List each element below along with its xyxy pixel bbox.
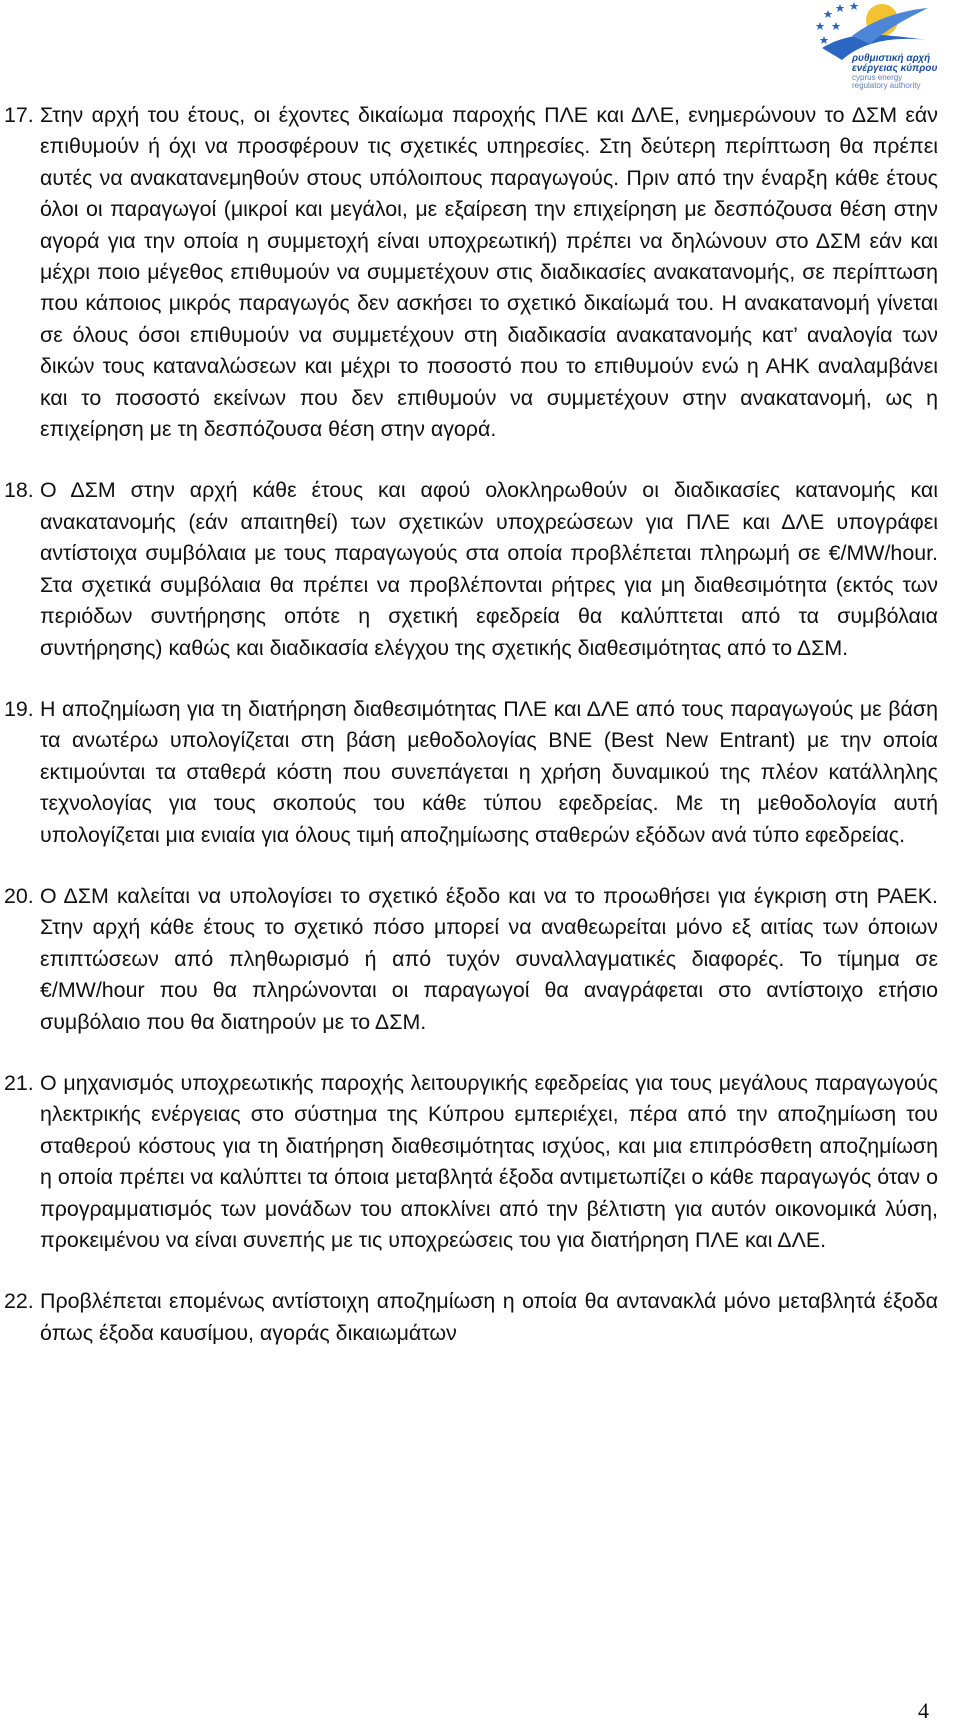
- paragraph-text: Ο ΔΣΜ καλείται να υπολογίσει το σχετικό έξοδο και να το προωθήσει για έγκριση στη ΡΑΕΚ. Στην αρχή κάθε έτους το σχετικό πόσο μπορεί να αναθεωρείται μόνο εξ αιτίας των όποιων επιπτώσεων από πληθωρισμό ή από τυχόν συναλλαγματικές διαφορές. Το τίμημα σε €/MW/hour που θα πληρώνονται οι παραγωγοί θα αναγράφεται στο αντίστοιχο ετήσιο συμβόλαιο που θα διατηρούν με το ΔΣΜ.: [40, 883, 938, 1034]
- paragraph-text: Ο μηχανισμός υποχρεωτικής παροχής λειτουργικής εφεδρείας για τους μεγάλους παραγωγούς ηλεκτρικής ενέργειας στο σύστημα της Κύπρου εμπεριέχει, πέρα από την αποζημίωση του σταθερού κόστους για τη διατήρηση διαθεσιμότητας ισχύος, και μια επιπρόσθετη αποζημίωση η οποία πρέπει να καλύπτει τα όποια μεταβλητά έξοδα αντιμετωπίζει ο κάθε παραγωγός όταν ο προγραμματισμός των μονάδων του αποκλίνει από την βέλτιστη για αυτόν οικονομικά λύση, προκειμένου να είναι συνεπής με τις υποχρεώσεις του για διατήρηση ΠΛΕ και ΔΛΕ.: [40, 1070, 938, 1252]
- numbered-paragraph-18: [4, 475, 938, 663]
- paragraph-text: Η αποζημίωση για τη διατήρηση διαθεσιμότητας ΠΛΕ και ΔΛΕ από τους παραγωγούς με βάση τα ανωτέρω υπολογίζεται στη βάση μεθοδολογίας BNE (Best New Entrant) με την οποία εκτιμούνται τα σταθερά κόστη που συνεπάγεται η χρήση δυναμικού της πλέον κατάλληλης τεχνολογίας για τους σκοπούς του κάθε τύπου εφεδρείας. Με τη μεθοδολογία αυτή υπολογίζεται μια ενιαία για όλους τιμή αποζημίωσης σταθερών εξόδων ανά τύπο εφεδρείας.: [40, 696, 938, 847]
- paragraph-text: Προβλέπεται επομένως αντίστοιχη αποζημίωση η οποία θα αντανακλά μόνο μεταβλητά έξοδα όπως έξοδα καυσίμου, αγοράς δικαιωμάτων: [40, 1289, 938, 1345]
- cera-logo-text: [852, 53, 938, 90]
- logo-line-2: ενέργειας κύπρου: [852, 63, 938, 74]
- logo-line-4: regulatory authority: [852, 81, 921, 90]
- numbered-paragraph-21: [4, 1068, 938, 1256]
- paragraph-number: 20.: [4, 883, 34, 908]
- numbered-paragraph-22: [4, 1286, 938, 1349]
- paragraph-number: 21.: [4, 1070, 34, 1095]
- numbered-paragraph-17: [4, 100, 938, 445]
- numbered-paragraph-19: [4, 694, 938, 851]
- paragraph-text: Στην αρχή του έτους, οι έχοντες δικαίωμα παροχής ΠΛΕ και ΔΛΕ, ενημερώνουν το ΔΣΜ εάν επιθυμούν ή όχι να προσφέρουν τις σχετικές υπηρεσίες. Στη δεύτερη περίπτωση θα πρέπει αυτές να ανακατανεμηθούν στους υπόλοιπους παραγωγούς. Πριν από την έναρξη κάθε έτους όλοι οι παραγωγοί (μικροί και μεγάλοι, με εξαίρεση την επιχείρηση με δεσπόζουσα θέση στην αγορά για την οποία η συμμετοχή είναι υποχρεωτική) πρέπει να δηλώνουν στο ΔΣΜ εάν και μέχρι ποιο μέγεθος επιθυμούν να συμμετέχουν στις διαδικασίες ανακατανομής, σε περίπτωση που κάποιος μικρός παραγωγός δεν ασκήσει το σχετικό δικαίωμά του. Η ανακατανομή γίνεται σε όλους όσοι επιθυμούν να συμμετέχουν στη διαδικασία ανακατανομής κατ’ αναλογία των δικών τους καταναλώσεων και μέχρι το ποσοστό που το επιθυμούν ενώ η ΑΗΚ αναλαμβάνει και το ποσοστό εκείνων που δεν επιθυμούν να συμμετέχουν στην ανακατανομή, ως η επιχείρηση με τη δεσπόζουσα θέση στην αγορά.: [40, 103, 938, 442]
- numbered-paragraph-20: [4, 881, 938, 1038]
- paragraph-text: Ο ΔΣΜ στην αρχή κάθε έτους και αφού ολοκληρωθούν οι διαδικασίες κατανομής και ανακατανομής (εάν απαιτηθεί) των σχετικών υποχρεώσεων για ΠΛΕ και ΔΛΕ υπογράφει αντίστοιχα συμβόλαια με τους παραγωγούς στα οποία προβλέπεται πληρωμή σε €/MW/hour. Στα σχετικά συμβόλαια θα πρέπει να προβλέπονται ρήτρες για μη διαθεσιμότητα (εκτός των περιόδων συντήρησης οπότε η σχετική εφεδρεία θα καλύπτεται από τα συμβόλαια συντήρησης) καθώς και διαδικασία ελέγχου της σχετικής διαθεσιμότητας από το ΔΣΜ.: [40, 478, 938, 660]
- logo-line-1: ρυθμιστική αρχή: [852, 53, 931, 64]
- paragraph-number: 19.: [4, 696, 34, 721]
- paragraph-number: 17.: [4, 103, 34, 127]
- paragraph-number: 18.: [4, 478, 34, 503]
- document-body: [0, 100, 960, 1379]
- logo-line-3: cyprus energy: [852, 73, 903, 82]
- cera-logo: [812, 0, 938, 100]
- paragraph-number: 22.: [4, 1289, 34, 1314]
- page-number: 4: [918, 1698, 929, 1723]
